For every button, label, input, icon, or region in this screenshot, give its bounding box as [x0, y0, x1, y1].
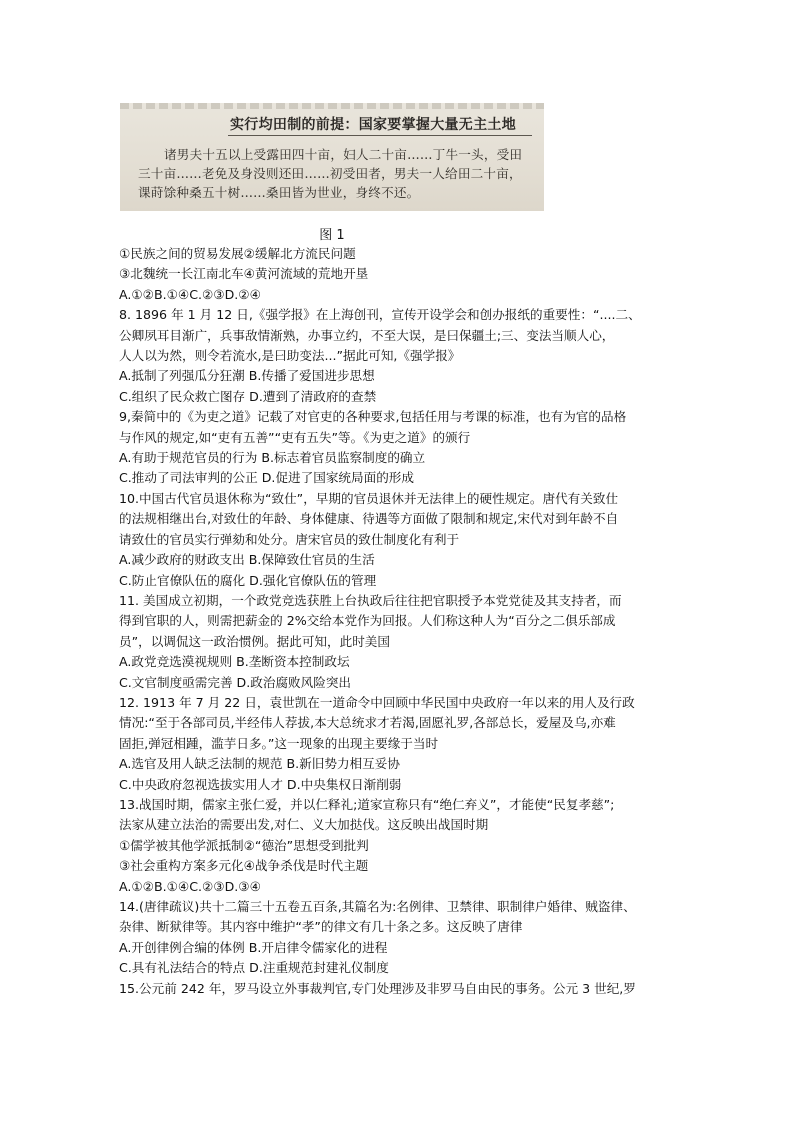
text-line: C.推动了司法审判的公正 D.促进了国家统局面的形成 — [119, 470, 414, 486]
text-line: 固拒,弹冠相踵，滥芋日多。”这一现象的出现主要缘于当时 — [119, 735, 439, 751]
text-line: 情况:“至于各部司员,半经伟人荐拔,本大总统求才若渴,固愿礼罗,各部总长，爱屋及乌,亦难 — [119, 715, 616, 731]
text-line: 13.战国时期，儒家主张仁爱，并以仁释礼;道家宣称只有“绝仁弃义”，才能使“民复孝慈”; — [119, 796, 615, 812]
text-line: C.中央政府忽视选拔实用人才 D.中央集权日渐削弱 — [119, 776, 402, 792]
text-line: C.具有礼法结合的特点 D.注重规范封建礼仪制度 — [119, 960, 389, 976]
text-line: C.防止官僚队伍的腐化 D.强化官僚队伍的管理 — [119, 572, 377, 588]
text-line: 10.中国古代官员退休称为“致仕”，早期的官员退休并无法律上的硬性规定。唐代有关致仕 — [119, 490, 619, 506]
text-line: ①民族之间的贸易发展②缓解北方流民问题 — [119, 246, 356, 261]
text-line: C.文官制度亟需完善 D.政治腐败风险突出 — [119, 674, 352, 690]
text-line: 杂律、断狱律等。其内容中维护“孝”的律文有几十条之多。这反映了唐律 — [119, 919, 523, 935]
text-line: A.减少政府的财政支出 B.保障致仕官员的生活 — [119, 552, 375, 568]
text-line: A.①②B.①④C.②③D.③④ — [119, 878, 261, 894]
text-line: A.有助于规范官员的行为 B.标志着官员监察制度的确立 — [119, 450, 426, 466]
figure-1-scanned-image — [120, 103, 544, 211]
text-line: 得到官职的人，则需把薪金的 2%交给本党作为回报。人们称这种人为“百分之二俱乐部成 — [119, 613, 616, 629]
text-line: A.抵制了列强瓜分狂潮 B.传播了爱国进步思想 — [119, 368, 375, 384]
text-line: C.组织了民众救亡图存 D.遭到了清政府的查禁 — [119, 388, 377, 404]
text-line: A.开创律例合编的体例 B.开启律令儒家化的进程 — [119, 939, 388, 955]
text-line: 的法规相继出台,对致仕的年龄、身体健康、待遇等方面做了限制和规定,宋代对到年龄不自 — [119, 511, 619, 527]
text-line: 12. 1913 年 7 月 22 日，袁世凯在一道命令中回顾中华民国中央政府一年以来的用人及行政 — [119, 694, 635, 710]
text-line: 11. 美国成立初期，一个政党竞选获胜上台执政后往往把官职授予本党党徒及其支持者，而 — [119, 592, 622, 608]
text-line: 法家从建立法治的需要出发,对仁、义大加挞伐。这反映出战国时期 — [119, 817, 489, 833]
text-line: 人人以为然，则令若流水,是曰助变法...”据此可知,《强学报》 — [119, 348, 461, 364]
text-line: A.①②B.①④C.②③D.②④ — [119, 286, 261, 302]
text-line: ③北魏统一长江南北车④黄河流域的荒地开垦 — [119, 266, 369, 282]
scan-ghost-text — [120, 103, 544, 109]
text-line: 与作风的规定,如“吏有五善”“吏有五失”等。《为吏之道》的颁行 — [119, 429, 471, 445]
figure-body-text: 诸男夫十五以上受露田四十亩，妇人二十亩……丁牛一头，受田三十亩……老免及身没则还田……初受田者，男夫一人给田二十亩，课莳馀种桑五十树……桑田皆为世业，身终不还。 — [138, 147, 523, 200]
text-line: ①儒学被其他学派抵制②“德治”思想受到批判 — [119, 837, 369, 853]
text-line: 9,秦简中的《为吏之道》记载了对官吏的各种要求,包括任用与考课的标准，也有为官的品格 — [119, 409, 627, 425]
text-line: 员”，以调侃这一政治惯例。据此可知，此时美国 — [119, 633, 390, 649]
text-line: 请致仕的官员实行弹劾和处分。唐宋官员的致仕制度化有利于 — [119, 531, 460, 547]
figure-caption: 图 1 — [319, 228, 345, 243]
text-line: 14.(唐律疏议)共十二篇三十五卷五百条,其篇名为:名例律、卫禁律、职制律户婚律、贼盗律、 — [119, 899, 636, 914]
text-line: 15.公元前 242 年，罗马设立外事裁判官,专门处理涉及非罗马自由民的事务。公元 3 世纪,罗 — [119, 980, 636, 996]
figure-title-underline — [228, 135, 532, 136]
figure-title: 实行均田制的前提：国家要掌握大量无主土地 — [230, 117, 516, 133]
text-line: A.选官及用人缺乏法制的规范 B.新旧势力相互妥协 — [119, 756, 400, 772]
text-line: ③社会重构方案多元化④战争杀伐是时代主题 — [119, 858, 369, 874]
text-line: 8. 1896 年 1 月 12 日,《强学报》在上海创刊，宣传开设学会和创办报纸的重要性：“....二、 — [119, 307, 641, 323]
text-line: 公卿夙耳目渐广，兵事敌情渐熟，办事立约，不至大误，是曰保疆土;三、变法当顺人心， — [119, 327, 615, 343]
text-line: A.政党竞选漠视规则 B.垄断资本控制政坛 — [119, 654, 350, 670]
question-text — [119, 244, 685, 999]
